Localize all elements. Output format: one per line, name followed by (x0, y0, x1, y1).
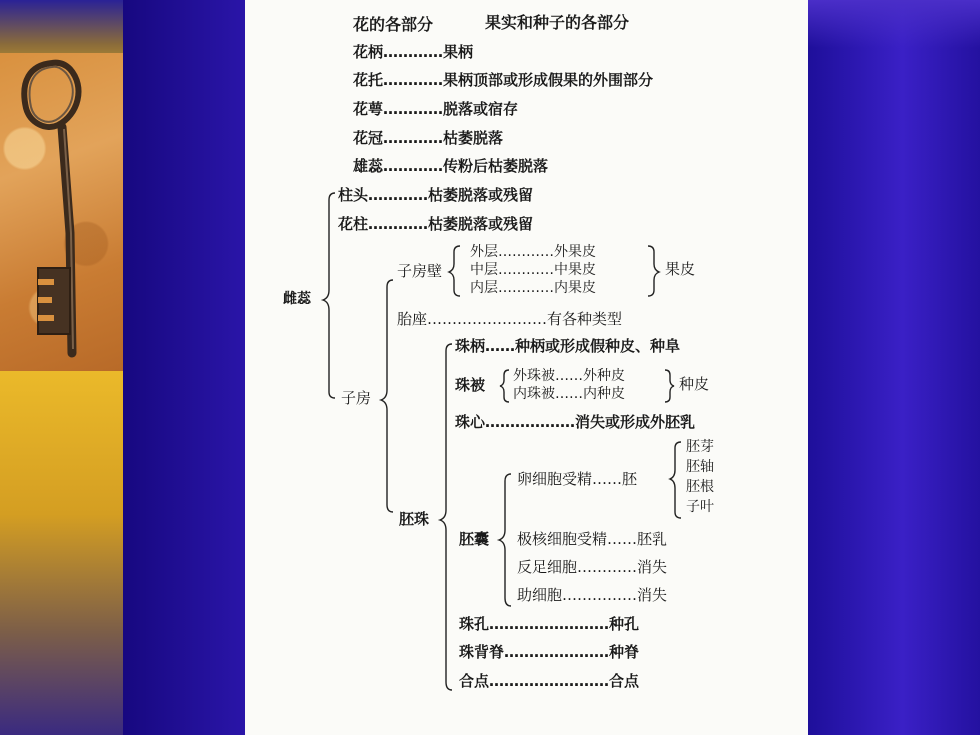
integument-inner: 内珠被……内种皮 (513, 386, 625, 402)
row-chalaza: 合点……………………合点 (459, 672, 640, 690)
row-antipodal: 反足细胞…………消失 (517, 558, 668, 576)
pericarp-result: 果皮 (665, 260, 696, 278)
header-flower-parts: 花的各部分 (353, 15, 434, 34)
integument-label: 珠被 (455, 376, 486, 394)
document-page (245, 0, 808, 735)
embryo-radicle: 胚根 (686, 479, 714, 495)
row-micropyle: 珠孔……………………种孔 (459, 615, 640, 633)
wall-layer-inner: 内层…………内果皮 (470, 280, 596, 296)
embryo-cotyledon: 子叶 (686, 499, 714, 515)
row-stamen: 雄蕊…………传粉后枯萎脱落 (353, 157, 549, 175)
row-nucellus: 珠心………………消失或形成外胚乳 (455, 413, 696, 431)
key-photo (0, 53, 123, 371)
embryo-sac-label: 胚囊 (459, 530, 490, 548)
pistil-label: 雌蕊 (283, 291, 311, 307)
row-funiculus: 珠柄……种柄或形成假种皮、种阜 (455, 337, 681, 355)
row-pedicel: 花柄…………果柄 (353, 43, 474, 61)
row-calyx: 花萼…………脱落或宿存 (353, 100, 519, 118)
left-dark-panel (123, 0, 245, 735)
ovary-wall-label: 子房壁 (397, 262, 443, 280)
row-style: 花柱…………枯萎脱落或残留 (338, 215, 534, 233)
testa-result: 种皮 (679, 375, 710, 393)
right-dark-panel (808, 0, 980, 735)
old-key-icon (0, 53, 123, 371)
row-placenta: 胎座……………………有各种类型 (397, 310, 623, 328)
row-receptacle: 花托…………果柄顶部或形成假果的外围部分 (353, 71, 654, 89)
row-raphe: 珠背脊…………………种脊 (459, 643, 640, 661)
wall-layer-middle: 中层…………中果皮 (470, 262, 596, 278)
row-stigma: 柱头…………枯萎脱落或残留 (338, 186, 534, 204)
ovule-label: 胚珠 (399, 510, 430, 528)
embryo-hypocotyl: 胚轴 (686, 459, 714, 475)
embryo-plumule: 胚芽 (686, 439, 714, 455)
integument-outer: 外珠被……外种皮 (513, 368, 625, 384)
right-panel-glow (808, 0, 980, 48)
ovary-label: 子房 (341, 389, 372, 407)
header-fruit-seed-parts: 果实和种子的各部分 (485, 13, 630, 32)
row-synergid: 助细胞……………消失 (517, 586, 668, 604)
row-polar-fertilized: 极核细胞受精……胚乳 (517, 530, 668, 548)
wall-layer-outer: 外层…………外果皮 (470, 244, 596, 260)
row-corolla: 花冠…………枯萎脱落 (353, 129, 504, 147)
row-egg-fertilized: 卵细胞受精……胚 (517, 470, 638, 488)
